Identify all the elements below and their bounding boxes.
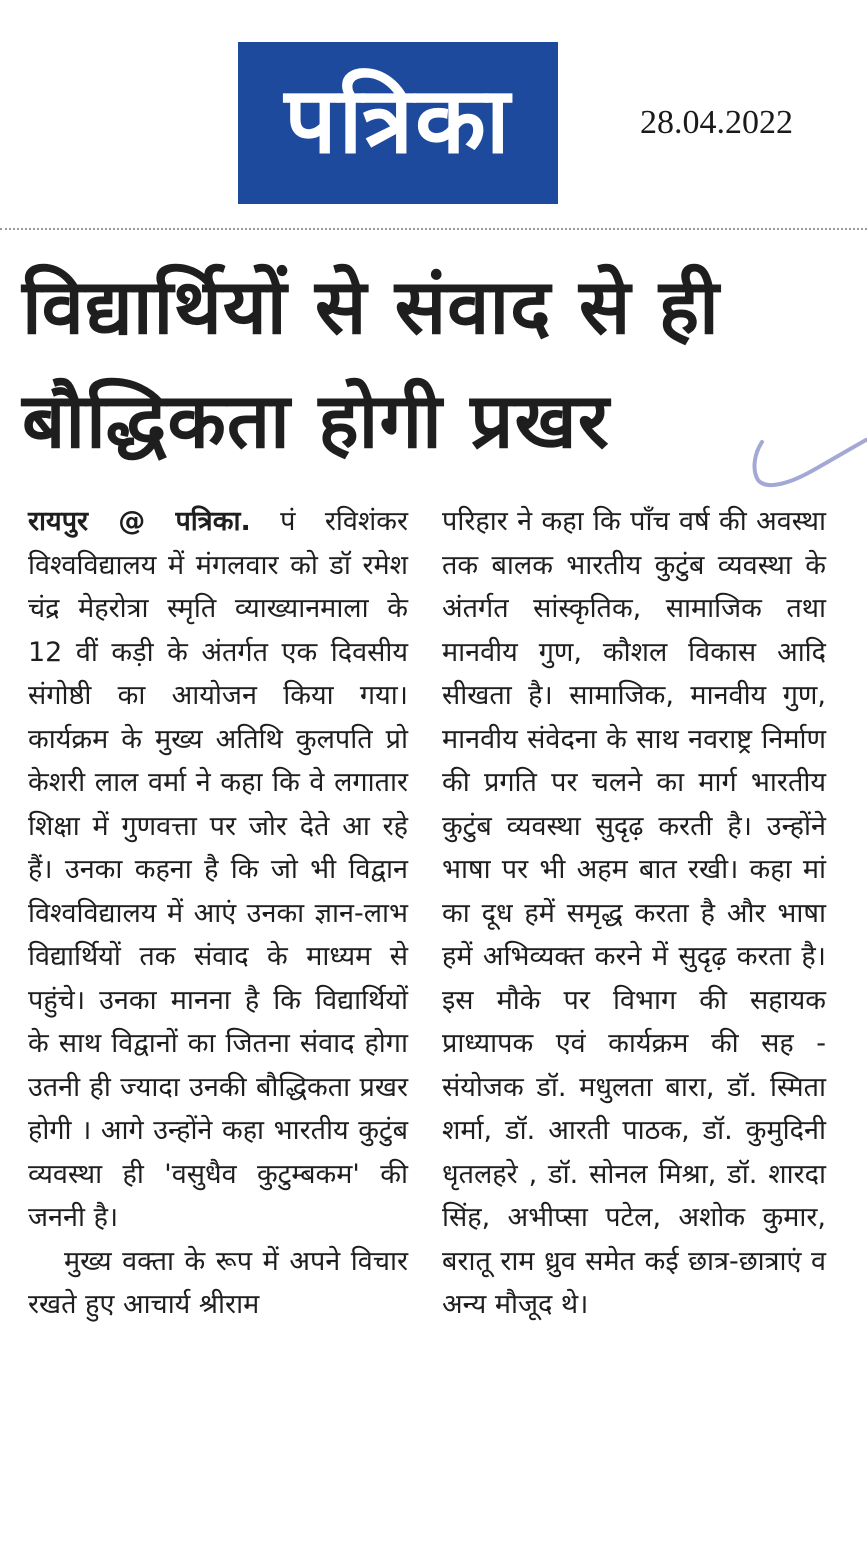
logo-text: पत्रिका (284, 66, 512, 174)
dotted-divider (0, 228, 867, 230)
headline-line-1: विद्यार्थियों से संवाद से ही (22, 262, 720, 351)
article-headline (22, 250, 842, 478)
article-paragraph: मुख्य वक्ता के रूप में अपने विचार रखते हुए आचार्य श्रीराम (28, 1245, 408, 1320)
newspaper-logo (238, 42, 558, 204)
article-paragraph (28, 500, 408, 1240)
dateline: रायपुर @ पत्रिका. (28, 506, 251, 537)
article-paragraph: परिहार ने कहा कि पाँच वर्ष की अवस्था तक बालक भारतीय कुटुंब व्यवस्था के अंतर्गत सांस्कृतिक, सामाजिक तथा मानवीय गुण, कौशल विकास आदि सीखता है। सामाजिक, मानवीय गुण, मानवीय संवेदना के साथ नवराष्ट्र निर्माण की प्रगति पर चलने का मार्ग भारतीय कुटुंब व्यवस्था सुदृढ़ करती है। उन्होंने भाषा पर भी अहम बात रखी। कहा मां का दूध हमें समृद्ध करता है और भाषा हमें अभिव्यक्त करने में सुदृढ़ करता है। इस मौके पर विभाग की सहायक प्राध्यापक एवं कार्यक्रम की सह - संयोजक डॉ. मधुलता बारा, डॉ. स्मिता शर्मा, डॉ. आरती पाठक, डॉ. कुमुदिनी धृतलहरे , डॉ. सोनल मिश्रा, डॉ. शारदा सिंह, अभीप्सा पटेल, अशोक कुमार, बरातू राम ध्रुव समेत कई छात्र-छात्राएं व अन्य मौजूद थे। (442, 506, 826, 1320)
edition-date: 28.04.2022 (640, 104, 793, 141)
headline-line-2: बौद्धिकता होगी प्रखर (22, 376, 610, 465)
article-column-left (28, 500, 408, 1327)
article-text: पं रविशंकर विश्वविद्यालय में मंगलवार को डॉ रमेश चंद्र मेहरोत्रा स्मृति व्याख्यानमाला के 12 वीं कड़ी के अंतर्गत एक दिवसीय संगोष्ठी का आयोजन किया गया। कार्यक्रम के मुख्य अतिथि कुलपति प्रो केशरी लाल वर्मा ने कहा कि वे लगातार शिक्षा में गुणवत्ता पर जोर देते आ रहे हैं। उनका कहना है कि जो भी विद्वान विश्वविद्यालय में आएं उनका ज्ञान-लाभ विद्यार्थियों तक संवाद के माध्यम से पहुंचे। उनका मानना है कि विद्यार्थियों के साथ विद्वानों का जितना संवाद होगा उतनी ही ज्यादा उनकी बौद्धिकता प्रखर होगी । आगे उन्होंने कहा भारतीय कुटुंब व्यवस्था ही 'वसुधैव कुटुम्बकम' की जननी है। (28, 506, 408, 1233)
article-column-right (442, 500, 826, 1327)
pen-mark-icon (748, 410, 867, 500)
